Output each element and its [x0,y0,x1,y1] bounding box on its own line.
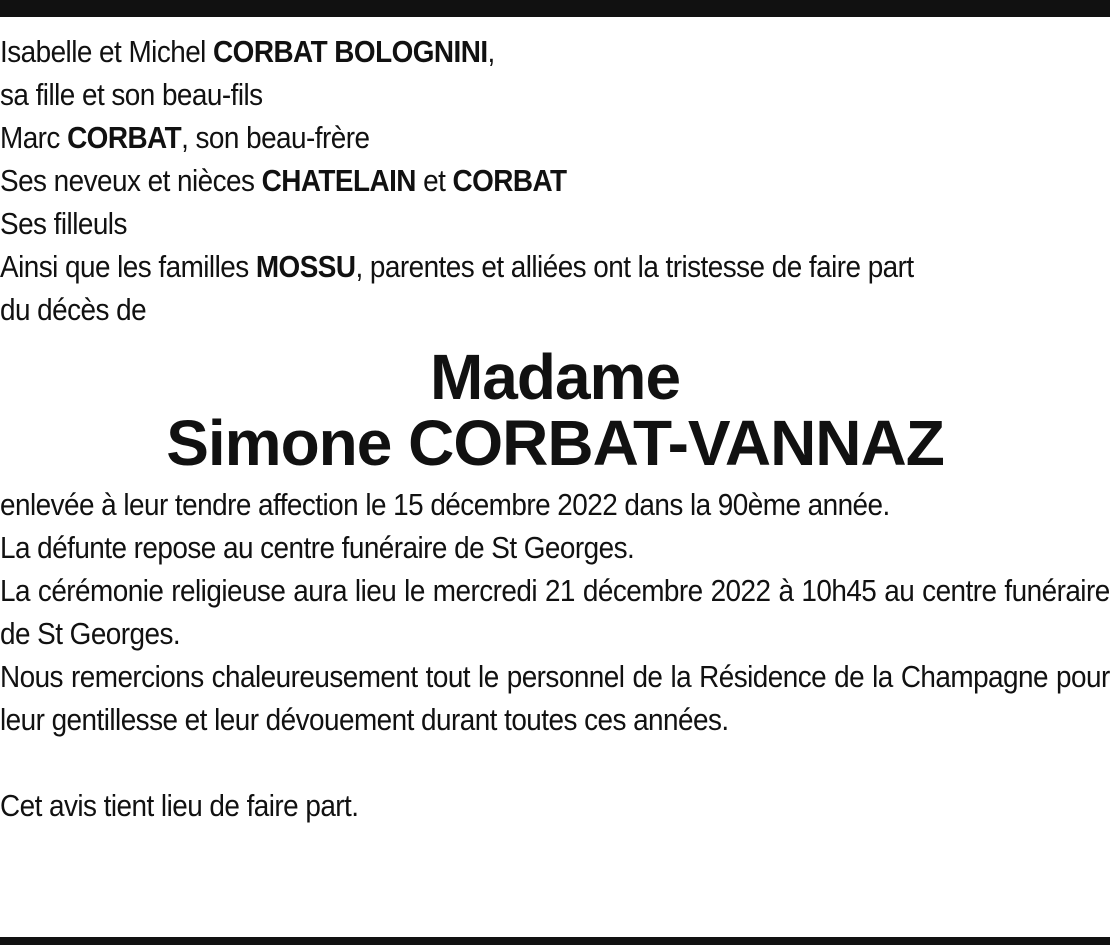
family-line-4 [0,159,999,202]
family-surname: CORBAT [452,163,567,198]
deceased-name: Simone CORBAT-VANNAZ [166,407,944,479]
text-run: , parentes et alliées ont la tristesse de faire part [355,249,914,284]
text-run: Isabelle et Michel [0,34,214,69]
family-surname: CHATELAIN [261,163,416,198]
deceased-title: Madame [429,341,681,413]
closing-line: Cet avis tient lieu de faire part. [0,788,359,823]
family-line-6 [0,245,999,288]
family-line-1 [0,30,999,73]
ceremony-paragraph: La cérémonie religieuse aura lieu le mercredi 21 décembre 2022 à 10h45 au centre funéraire de St Georges. [0,573,1110,651]
text-run: , [487,34,495,69]
family-line-5: Ses filleuls [0,206,127,241]
family-surname: MOSSU [255,249,356,284]
text-run: , son beau-frère [181,120,370,155]
top-border-rule [0,0,1110,17]
family-surname: CORBAT BOLOGNINI [213,34,488,69]
family-line-7: du décès de [0,292,147,327]
text-run: Ainsi que les familles [0,249,256,284]
details-line-2: La défunte repose au centre funéraire de St Georges. [0,530,635,565]
family-surname: CORBAT [67,120,182,155]
deceased-heading [0,341,1110,479]
details-line-1: enlevée à leur tendre affection le 15 décembre 2022 dans la 90ème année. [0,487,890,522]
text-run: et [415,163,453,198]
thanks-paragraph: Nous remercions chaleureusement tout le personnel de la Résidence de la Champagne pour leur gentillesse et leur dévouement durant toutes ces années. [0,659,1110,737]
bottom-border-rule [0,937,1110,945]
family-line-2: sa fille et son beau-fils [0,77,263,112]
text-run: Ses neveux et nièces [0,163,262,198]
obituary-notice [0,30,1110,827]
text-run: Marc [0,120,68,155]
family-line-3 [0,116,999,159]
paragraph-spacer [0,741,1110,784]
